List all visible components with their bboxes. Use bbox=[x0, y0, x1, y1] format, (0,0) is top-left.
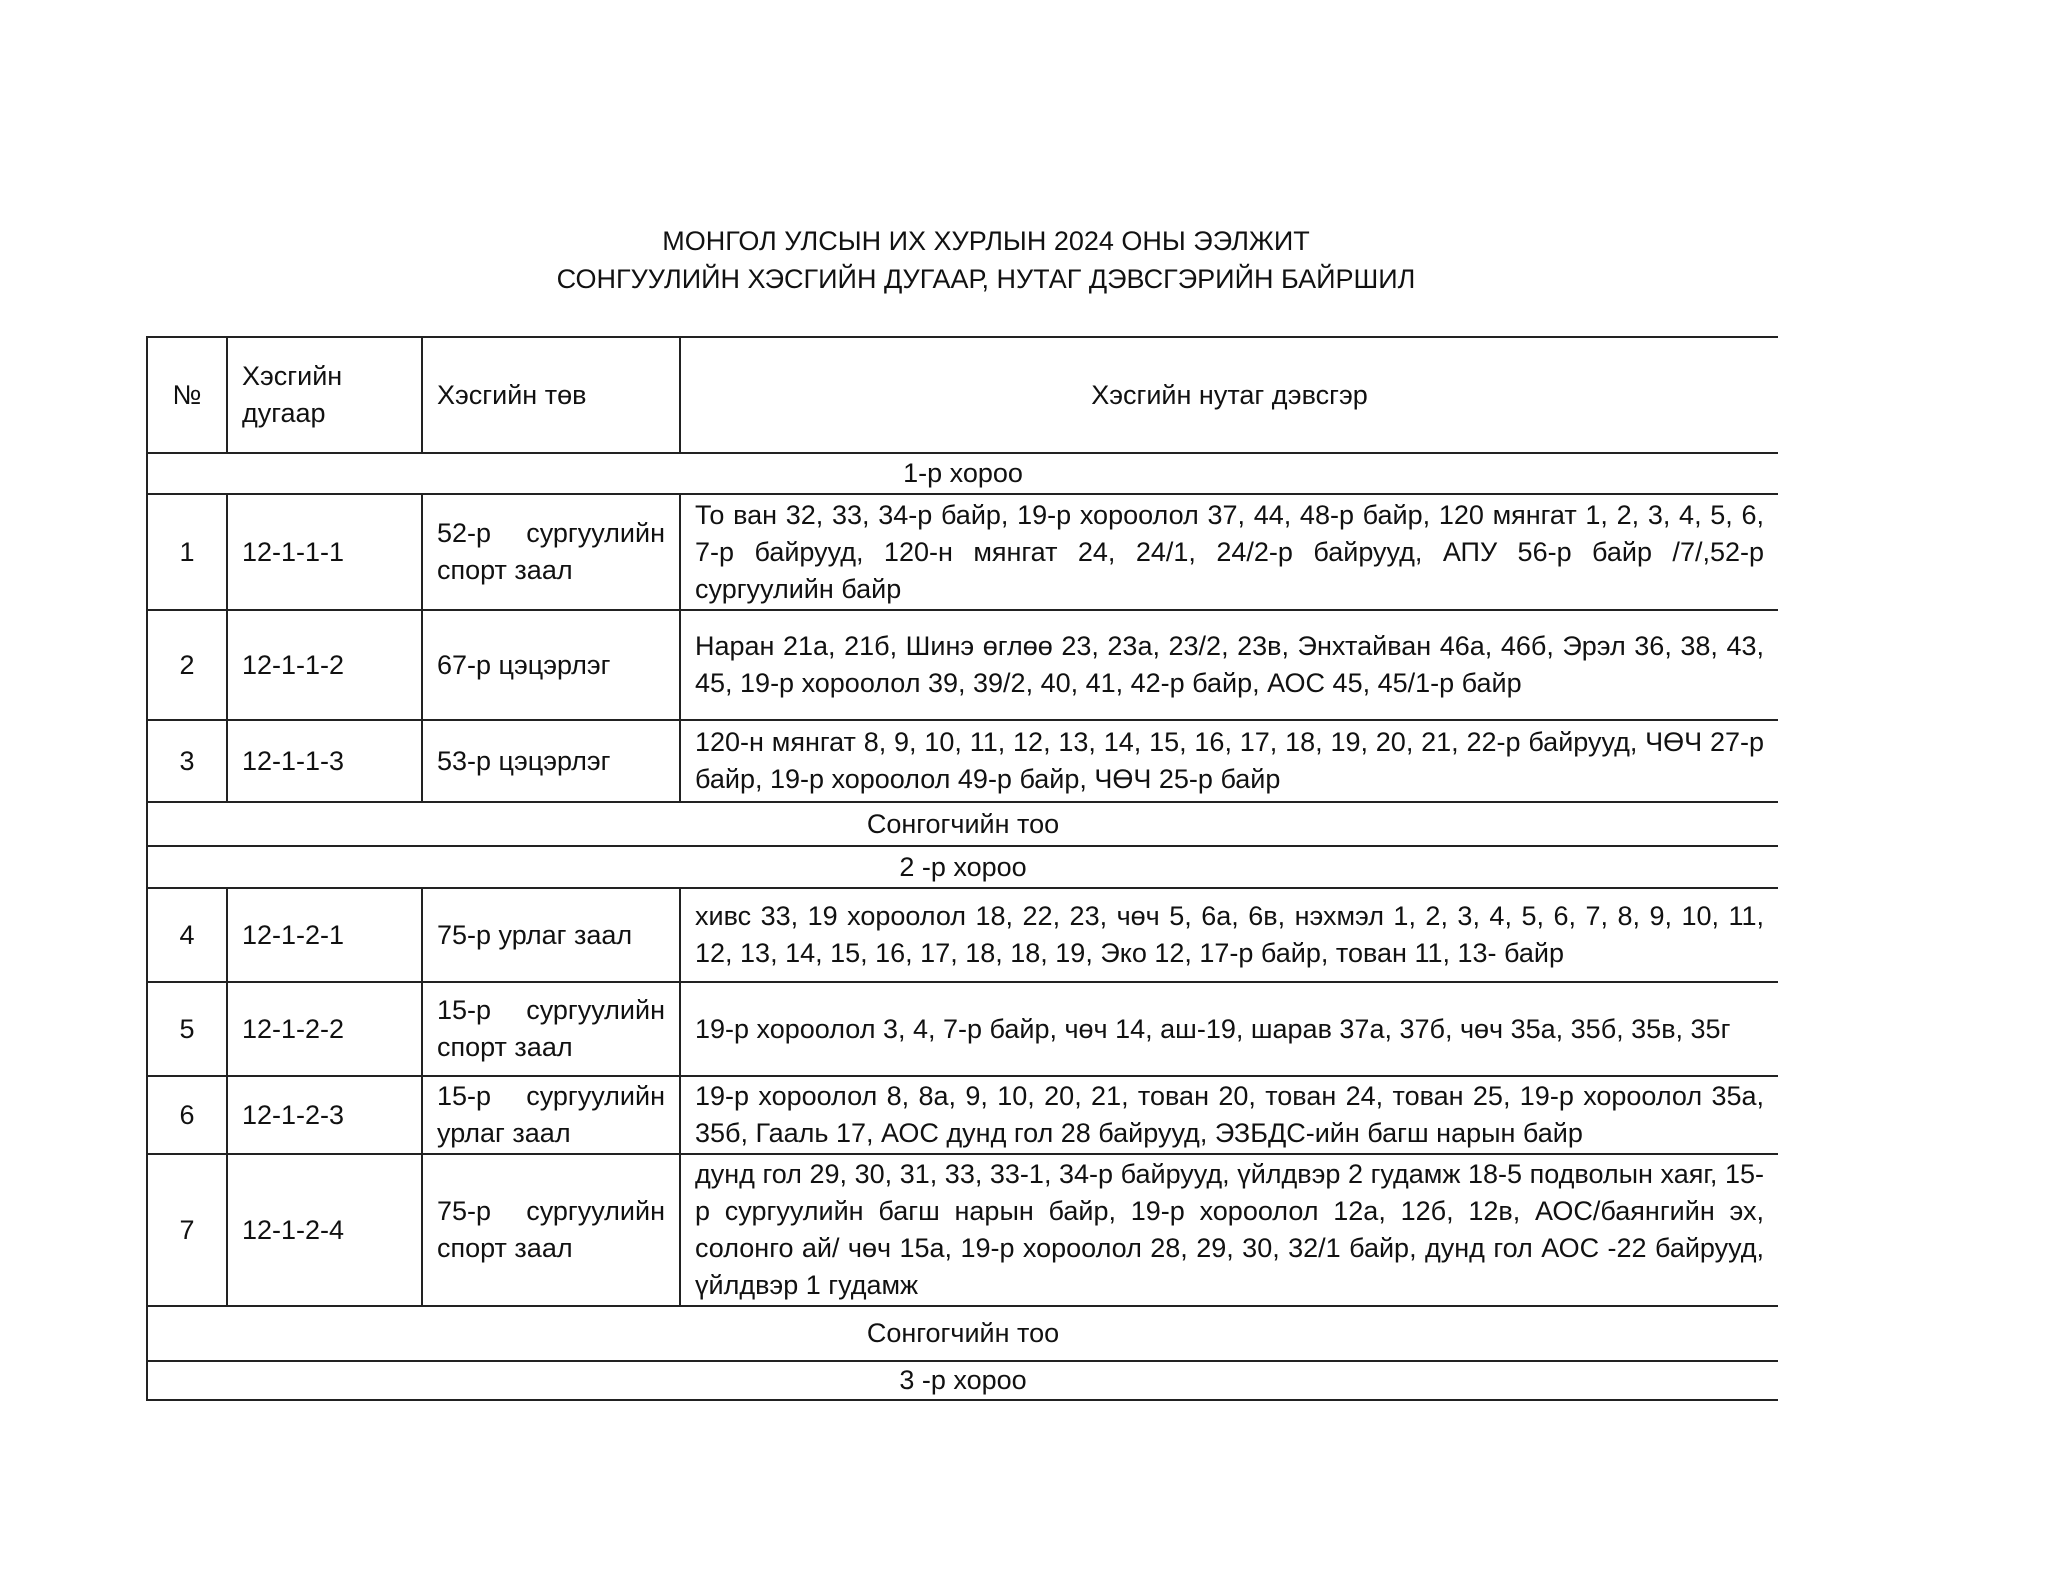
row-area: То ван 32, 33, 34-р байр, 19-р хороолол 37, 44, 48-р байр, 120 мянгат 1, 2, 3, 4, 5, 6, 7-р байрууд, 120-н мянгат 24, 24/1, 24/2-р байрууд, АПУ 56-р байр /7/,52-р сургуулийн байр bbox=[680, 494, 1778, 610]
row-area: 19-р хороолол 8, 8а, 9, 10, 20, 21, тован 20, тован 24, тован 25, 19-р хороолол 35а, 35б, Гааль 17, АОС дунд гол 28 байрууд, ЭЗБДС-ийн багш нарын байр bbox=[680, 1076, 1778, 1154]
khoroo-3-heading-row bbox=[147, 1361, 1778, 1400]
voters-count-label: Сонгогчийн тоо bbox=[147, 802, 1778, 846]
row-center: 75-р урлаг заал bbox=[422, 888, 680, 982]
title-line-1: МОНГОЛ УЛСЫН ИХ ХУРЛЫН 2024 ОНЫ ЭЭЛЖИТ bbox=[662, 226, 1310, 256]
row-no: 3 bbox=[147, 720, 227, 802]
row-no: 5 bbox=[147, 982, 227, 1076]
row-no: 7 bbox=[147, 1154, 227, 1306]
khoroo-3-title: 3 -р хороо bbox=[147, 1361, 1778, 1400]
voters-count-label: Сонгогчийн тоо bbox=[147, 1306, 1778, 1361]
row-code: 12-1-2-3 bbox=[227, 1076, 422, 1154]
row-area: хивс 33, 19 хороолол 18, 22, 23, чөч 5, 6а, 6в, нэхмэл 1, 2, 3, 4, 5, 6, 7, 8, 9, 10, 11, 12, 13, 14, 15, 16, 17, 18, 18, 19, Эко 12, 17-р байр, тован 11, 13- байр bbox=[680, 888, 1778, 982]
row-no: 1 bbox=[147, 494, 227, 610]
table-row bbox=[147, 610, 1778, 720]
row-center: 52-р сургуулийн спорт заал bbox=[422, 494, 680, 610]
row-center: 75-р сургуулийн спорт заал bbox=[422, 1154, 680, 1306]
document-title bbox=[146, 222, 1826, 298]
khoroo-2-heading-row bbox=[147, 846, 1778, 888]
row-code: 12-1-2-2 bbox=[227, 982, 422, 1076]
header-section-center: Хэсгийн төв bbox=[422, 337, 680, 453]
khoroo-1-heading-row bbox=[147, 453, 1778, 494]
header-section-area: Хэсгийн нутаг дэвсгэр bbox=[680, 337, 1778, 453]
title-line-2: СОНГУУЛИЙН ХЭСГИЙН ДУГААР, НУТАГ ДЭВСГЭРИЙН БАЙРШИЛ bbox=[556, 264, 1416, 294]
row-no: 6 bbox=[147, 1076, 227, 1154]
header-no: № bbox=[147, 337, 227, 453]
khoroo-2-title: 2 -р хороо bbox=[147, 846, 1778, 888]
khoroo-2-voters-row bbox=[147, 1306, 1778, 1361]
table-row bbox=[147, 1154, 1778, 1306]
table-row bbox=[147, 888, 1778, 982]
row-code: 12-1-2-4 bbox=[227, 1154, 422, 1306]
row-code: 12-1-1-3 bbox=[227, 720, 422, 802]
polling-sections-table bbox=[146, 336, 1778, 1401]
row-no: 4 bbox=[147, 888, 227, 982]
row-area: 120-н мянгат 8, 9, 10, 11, 12, 13, 14, 15, 16, 17, 18, 19, 20, 21, 22-р байрууд, ЧӨЧ 27-р байр, 19-р хороолол 49-р байр, ЧӨЧ 25-р байр bbox=[680, 720, 1778, 802]
table-row bbox=[147, 982, 1778, 1076]
row-center: 15-р сургуулийн спорт заал bbox=[422, 982, 680, 1076]
header-section-number: Хэсгийн дугаар bbox=[227, 337, 422, 453]
khoroo-1-title: 1-р хороо bbox=[147, 453, 1778, 494]
row-code: 12-1-1-1 bbox=[227, 494, 422, 610]
row-no: 2 bbox=[147, 610, 227, 720]
row-code: 12-1-2-1 bbox=[227, 888, 422, 982]
table-row bbox=[147, 494, 1778, 610]
row-area: 19-р хороолол 3, 4, 7-р байр, чөч 14, аш-19, шарав 37а, 37б, чөч 35а, 35б, 35в, 35г bbox=[680, 982, 1778, 1076]
row-center: 53-р цэцэрлэг bbox=[422, 720, 680, 802]
row-area: Наран 21а, 21б, Шинэ өглөө 23, 23а, 23/2, 23в, Энхтайван 46а, 46б, Эрэл 36, 38, 43, 45, 19-р хороолол 39, 39/2, 40, 41, 42-р байр, АОС 45, 45/1-р байр bbox=[680, 610, 1778, 720]
khoroo-1-voters-row bbox=[147, 802, 1778, 846]
row-center: 15-р сургуулийн урлаг заал bbox=[422, 1076, 680, 1154]
row-code: 12-1-1-2 bbox=[227, 610, 422, 720]
table-header-row bbox=[147, 337, 1778, 453]
row-area: дунд гол 29, 30, 31, 33, 33-1, 34-р байрууд, үйлдвэр 2 гудамж 18-5 подволын хаяг, 15-р сургуулийн багш нарын байр, 19-р хороолол 12а, 12б, 12в, АОС/баянгийн эх, солонго ай/ чөч 15а, 19-р хороолол 28, 29, 30, 32/1 байр, дунд гол АОС -22 байрууд, үйлдвэр 1 гудамж bbox=[680, 1154, 1778, 1306]
row-center: 67-р цэцэрлэг bbox=[422, 610, 680, 720]
table-row bbox=[147, 720, 1778, 802]
table-row bbox=[147, 1076, 1778, 1154]
